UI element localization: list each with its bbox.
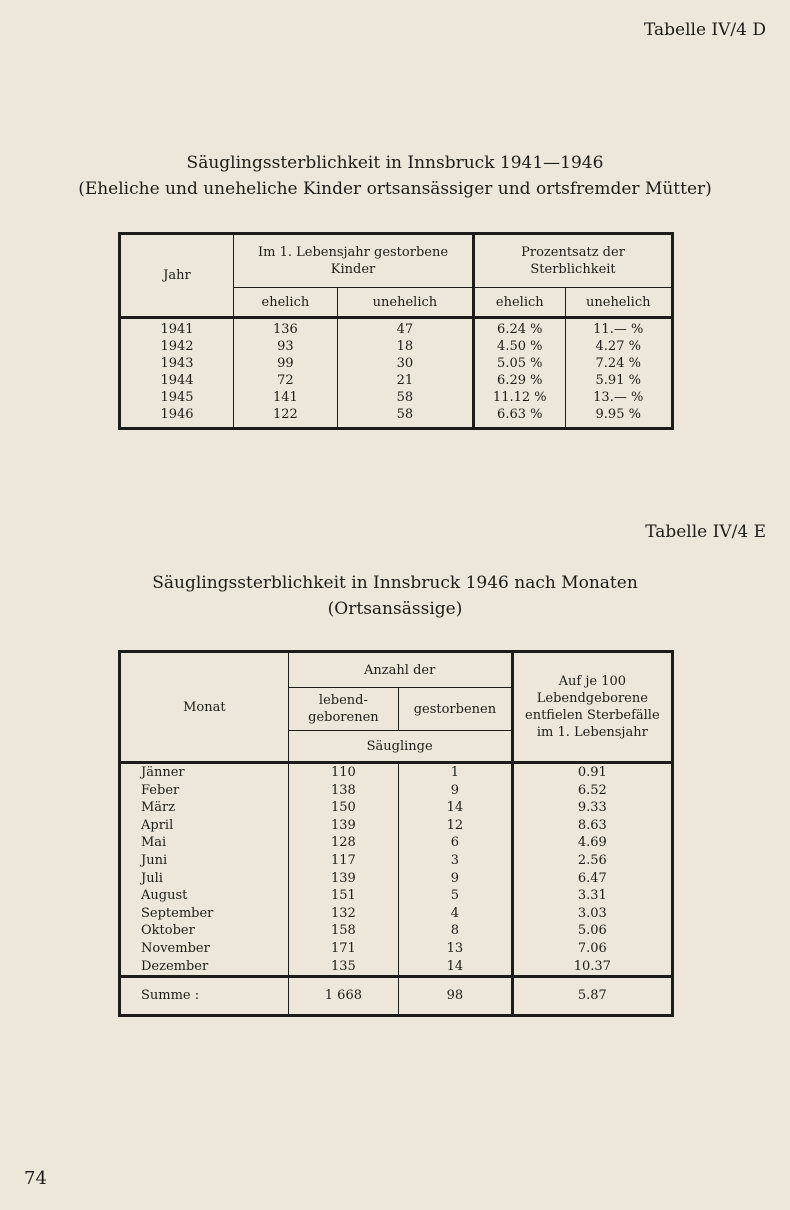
table-e-title: Säuglingssterblichkeit in Innsbruck 1946 nach Monaten <box>152 573 638 593</box>
cell-rate: 6.52 <box>512 782 672 800</box>
cell-gestorben: 3 <box>399 852 513 870</box>
cell-monat: August <box>141 888 188 904</box>
cell-jahr: 1946 <box>160 407 194 422</box>
table-row <box>120 958 673 977</box>
cell-gestorben: 1 <box>399 763 513 782</box>
table-row <box>120 372 673 389</box>
cell-rate: 8.63 <box>512 817 672 835</box>
table-row <box>120 852 673 870</box>
cell-pct-unehelich: 4.27 % <box>565 338 673 355</box>
cell-rate: 4.69 <box>512 834 672 852</box>
cell-pct-ehelich: 4.50 % <box>474 338 565 355</box>
cell-monat: Jänner <box>141 765 185 780</box>
table-d <box>118 232 674 430</box>
cell-jahr: 1944 <box>160 373 194 388</box>
cell-gestorben: 9 <box>399 782 513 800</box>
cell-gestorben: 4 <box>399 905 513 923</box>
table-row <box>120 922 673 940</box>
cell-pct-ehelich: 6.63 % <box>474 406 565 429</box>
cell-gestorben: 5 <box>399 887 513 905</box>
cell-unehelich: 58 <box>337 406 473 429</box>
sum-row <box>120 977 673 1016</box>
table-e-subtitle: (Ortsansässige) <box>327 599 463 619</box>
cell-lebend: 117 <box>288 852 398 870</box>
cell-gestorben: 8 <box>399 922 513 940</box>
cell-monat: Oktober <box>141 923 195 939</box>
table-row <box>120 887 673 905</box>
sum-lebend: 1 668 <box>288 977 398 1016</box>
table-row <box>120 338 673 355</box>
table-row <box>120 406 673 429</box>
cell-unehelich: 30 <box>337 355 473 372</box>
cell-monat: Feber <box>141 782 180 798</box>
table-row <box>120 817 673 835</box>
header-group-percent: Prozentsatz der Sterblichkeit <box>474 234 673 288</box>
table-row <box>120 782 673 800</box>
header-unehelich: unehelich <box>337 288 473 318</box>
header-monat: Monat <box>120 652 289 763</box>
cell-lebend: 132 <box>288 905 398 923</box>
table-row <box>120 870 673 888</box>
cell-gestorben: 14 <box>399 799 513 817</box>
sum-gestorben: 98 <box>399 977 513 1016</box>
cell-jahr: 1941 <box>160 322 194 337</box>
header-ehelich: ehelich <box>234 288 338 318</box>
cell-unehelich: 21 <box>337 372 473 389</box>
cell-rate: 3.31 <box>512 887 672 905</box>
cell-rate: 10.37 <box>512 958 672 977</box>
cell-rate: 2.56 <box>512 852 672 870</box>
cell-gestorben: 6 <box>399 834 513 852</box>
cell-rate: 6.47 <box>512 870 672 888</box>
cell-lebend: 110 <box>288 763 398 782</box>
cell-unehelich: 18 <box>337 338 473 355</box>
page-number: 74 <box>24 1168 47 1189</box>
table-row <box>120 834 673 852</box>
cell-jahr: 1945 <box>160 390 194 405</box>
cell-monat: Juni <box>141 852 168 868</box>
header-gestorbenen: gestorbenen <box>399 688 513 731</box>
table-row <box>120 940 673 958</box>
header-pct-unehelich: unehelich <box>565 288 673 318</box>
cell-rate: 9.33 <box>512 799 672 817</box>
cell-rate: 5.06 <box>512 922 672 940</box>
cell-jahr: 1943 <box>160 356 194 371</box>
cell-pct-unehelich: 13.— % <box>565 389 673 406</box>
cell-lebend: 138 <box>288 782 398 800</box>
cell-lebend: 128 <box>288 834 398 852</box>
cell-monat: April <box>141 817 174 833</box>
cell-gestorben: 12 <box>399 817 513 835</box>
header-anzahl: Anzahl der <box>288 652 512 688</box>
cell-lebend: 139 <box>288 870 398 888</box>
table-e-tag: Tabelle IV/4 E <box>645 522 766 542</box>
cell-lebend: 151 <box>288 887 398 905</box>
cell-pct-unehelich: 5.91 % <box>565 372 673 389</box>
header-lebend: lebend-geborenen <box>288 688 398 731</box>
cell-gestorben: 14 <box>399 958 513 977</box>
table-row <box>120 389 673 406</box>
table-d-tag: Tabelle IV/4 D <box>643 20 766 40</box>
table-row <box>120 799 673 817</box>
cell-lebend: 150 <box>288 799 398 817</box>
cell-ehelich: 122 <box>234 406 338 429</box>
cell-pct-ehelich: 5.05 % <box>474 355 565 372</box>
cell-monat: Mai <box>141 835 167 851</box>
table-d-subtitle: (Eheliche und uneheliche Kinder ortsansässiger und ortsfremder Mütter) <box>78 179 712 199</box>
cell-lebend: 135 <box>288 958 398 977</box>
table-row <box>120 318 673 339</box>
cell-jahr: 1942 <box>160 339 194 354</box>
header-rate: Auf je 100 Lebendgeborene entfielen Sterbefälle im 1. Lebensjahr <box>512 652 672 763</box>
header-group-died: Im 1. Lebensjahr gestorbene Kinder <box>234 234 474 288</box>
table-row <box>120 763 673 782</box>
cell-monat: September <box>141 905 214 921</box>
header-jahr: Jahr <box>120 234 234 318</box>
cell-lebend: 158 <box>288 922 398 940</box>
cell-pct-ehelich: 6.24 % <box>474 318 565 339</box>
cell-unehelich: 47 <box>337 318 473 339</box>
table-row <box>120 355 673 372</box>
cell-monat: Juli <box>141 870 163 886</box>
cell-lebend: 171 <box>288 940 398 958</box>
cell-ehelich: 141 <box>234 389 338 406</box>
cell-gestorben: 13 <box>399 940 513 958</box>
sum-rate: 5.87 <box>512 977 672 1016</box>
cell-monat: Dezember <box>141 958 209 974</box>
cell-monat: November <box>141 940 210 956</box>
table-d-title: Säuglingssterblichkeit in Innsbruck 1941—1946 <box>186 153 604 173</box>
table-row <box>120 905 673 923</box>
header-saeuglinge: Säuglinge <box>288 731 512 763</box>
cell-ehelich: 72 <box>234 372 338 389</box>
cell-monat: März <box>141 800 176 816</box>
cell-rate: 3.03 <box>512 905 672 923</box>
cell-rate: 0.91 <box>512 763 672 782</box>
cell-pct-unehelich: 9.95 % <box>565 406 673 429</box>
sum-label: Summe : <box>120 977 289 1016</box>
cell-pct-ehelich: 11.12 % <box>474 389 565 406</box>
cell-gestorben: 9 <box>399 870 513 888</box>
cell-pct-ehelich: 6.29 % <box>474 372 565 389</box>
cell-lebend: 139 <box>288 817 398 835</box>
cell-pct-unehelich: 7.24 % <box>565 355 673 372</box>
cell-ehelich: 136 <box>234 318 338 339</box>
cell-ehelich: 99 <box>234 355 338 372</box>
cell-rate: 7.06 <box>512 940 672 958</box>
cell-ehelich: 93 <box>234 338 338 355</box>
cell-unehelich: 58 <box>337 389 473 406</box>
table-e <box>118 650 674 1017</box>
cell-pct-unehelich: 11.— % <box>565 318 673 339</box>
header-pct-ehelich: ehelich <box>474 288 565 318</box>
